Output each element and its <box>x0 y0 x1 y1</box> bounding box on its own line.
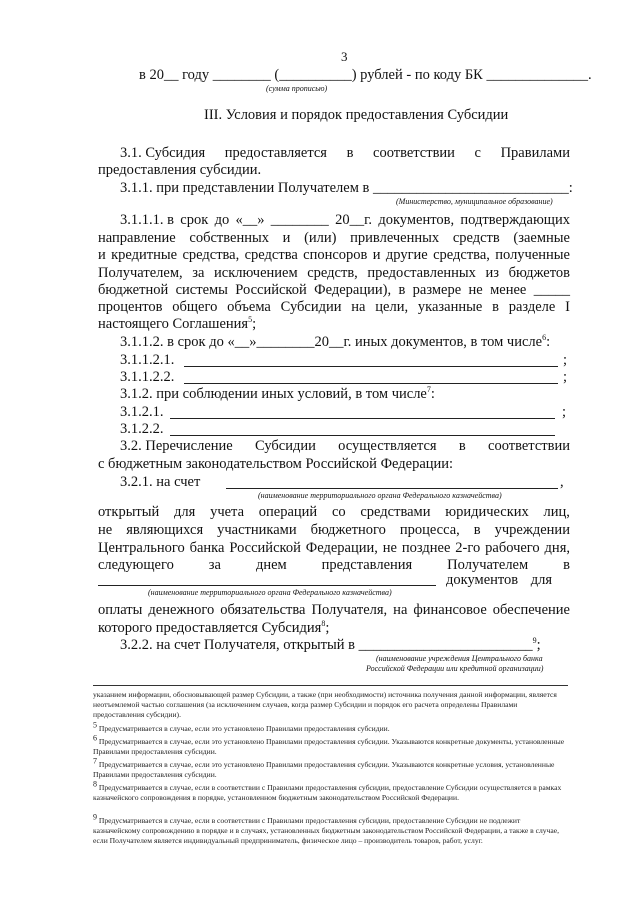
p3122-label: 3.1.2.2. <box>120 421 164 437</box>
p31121-line <box>184 366 558 367</box>
p3121-semicolon: ; <box>562 404 567 420</box>
p321-caption1: (наименование территориального органа Федерального казначейства) <box>258 491 502 500</box>
footnote-7: $^7$ Предусматривается в случае, если это установлено Правилами предоставления субсидии. Указываются конкретные условия, установленные Правилами предоставления субсидии. <box>93 756 555 779</box>
footnote-ref-5: 5 <box>248 315 253 325</box>
footnote-6: $^6$ Предусматривается в случае, если это установлено Правилами предоставления субсидии. Указываются конкретные документы, установленные Правилами предоставления субсидии. <box>93 733 565 756</box>
p321-line4: Центрального банка Российской Федерации, не позднее 2-го рабочего дня, <box>98 540 570 556</box>
p321-line6-tail: документов для <box>446 572 553 588</box>
p321-line7: оплаты денежного обязательства Получателя, на финансовое обеспечение <box>98 602 570 618</box>
p3111-line7: настоящего Соглашения$^5$; <box>98 315 257 332</box>
p3121-line <box>170 418 555 419</box>
p321-line3: не являющихся участниками бюджетного процесса, в учреждении <box>98 522 570 538</box>
section-title: III. Условия и порядок предоставления Субсидии <box>204 107 509 123</box>
p31122-line <box>184 383 558 384</box>
p31121-semicolon: ; <box>563 352 568 368</box>
footnote-9: $^9$ Предусматривается в случае, если в соответствии с Правилами предоставления субсидии, предоставление Субсидии не подлежит казначейскому сопровождению в порядке и в случаях, установленных бюджетным законодательством Российской Федерации, а также в случае, если Получателем является индивидуальный предприниматель, физическое лицо – производитель товаров, работ, услуг. <box>93 812 560 845</box>
p3111-line5: бюджетной системы Российской Федерации), в размере не менее _____ <box>98 282 570 298</box>
p322-caption-line1: (наименование учреждения Центрального банка <box>376 654 543 663</box>
p3111-line2: направление собственных и (или) привлеченных средств (заемные <box>98 230 570 246</box>
p31122-semicolon: ; <box>563 369 568 385</box>
p3121-label: 3.1.2.1. <box>120 404 164 420</box>
p31-line1: 3.1. Субсидия предоставляется в соответствии с Правилами <box>120 145 570 161</box>
p321-line8: которого предоставляется Субсидия$^8$; <box>98 619 330 636</box>
footnote-separator <box>93 685 568 686</box>
p312-text: 3.1.2. при соблюдении иных условий, в том числе$^7$: <box>120 385 435 402</box>
p321-line2: открытый для учета операций со средствами юридических лиц, <box>98 504 570 520</box>
amount-line: в 20__ году ________ (__________) рублей - по коду БК ______________. <box>139 67 592 83</box>
footnote-ref-8: 8 <box>321 619 326 629</box>
p321-caption2: (наименование территориального органа Федерального казначейства) <box>148 588 392 597</box>
p321-comma: , <box>560 474 564 490</box>
p3111-line3: и кредитные средства, средства спонсоров и другие средства, полученные <box>98 247 570 263</box>
p321-line5: следующего за днем представления Получателем в <box>98 557 570 573</box>
p3111-line1: 3.1.1.1. в срок до «__» ________ 20__г. документов, подтверждающих <box>120 212 570 228</box>
p31121-label: 3.1.1.2.1. <box>120 352 175 368</box>
p3111-line6: процентов общего объема Субсидии на цели, указанные в разделе I <box>98 299 570 315</box>
footnote-ref-7: 7 <box>426 385 431 395</box>
p321-line6-blank <box>98 585 436 586</box>
footnote-8: $^8$ Предусматривается в случае, если в соответствии с Правилами предоставления субсидии, предоставление Субсидии осуществляется в рамках казначейского сопровождения в порядке, установленном бюджетным законодательством Российской Федерации. <box>93 779 562 802</box>
p311-text: 3.1.1. при представлении Получателем в ___________________________: <box>120 180 573 196</box>
page-number: 3 <box>341 49 348 64</box>
p322-text: 3.2.2. на счет Получателя, открытый в ________________________$^9$; <box>120 636 541 653</box>
footnote-ref-6: 6 <box>542 333 547 343</box>
p322-caption-line2: Российской Федерации или кредитной организации) <box>366 664 544 673</box>
footnote-ref-9: 9 <box>532 636 537 646</box>
p3122-line <box>170 435 555 436</box>
p31-line2: предоставления субсидии. <box>98 162 262 178</box>
p32-line2: с бюджетным законодательством Российской Федерации: <box>98 456 454 472</box>
p3112-text: 3.1.1.2. в срок до «__»________20__г. иных документов, в том числе$^6$: <box>120 333 551 350</box>
p311-caption: (Министерство, муниципальное образование) <box>396 197 553 206</box>
p321-line <box>226 488 558 489</box>
p3111-line4: Получателем, за исключением средств, предоставленных из бюджетов <box>98 265 570 281</box>
footnote-intro: указанием информации, обосновывающей размер Субсидии, а также (при необходимости) источника получения данной информации, является неотъемлемой частью соглашения (за исключением случаев, когда размер Субсидии и порядок его расчета определены Правилами предоставления субсидии). <box>93 690 557 719</box>
amount-caption: (сумма прописью) <box>266 84 328 93</box>
p321-label: 3.2.1. на счет <box>120 474 201 490</box>
footnote-5: $^5$ Предусматривается в случае, если это установлено Правилами предоставления субсидии. <box>93 720 390 733</box>
p31122-label: 3.1.1.2.2. <box>120 369 175 385</box>
p32-line1: 3.2. Перечисление Субсидии осуществляется в соответствии <box>120 438 570 454</box>
